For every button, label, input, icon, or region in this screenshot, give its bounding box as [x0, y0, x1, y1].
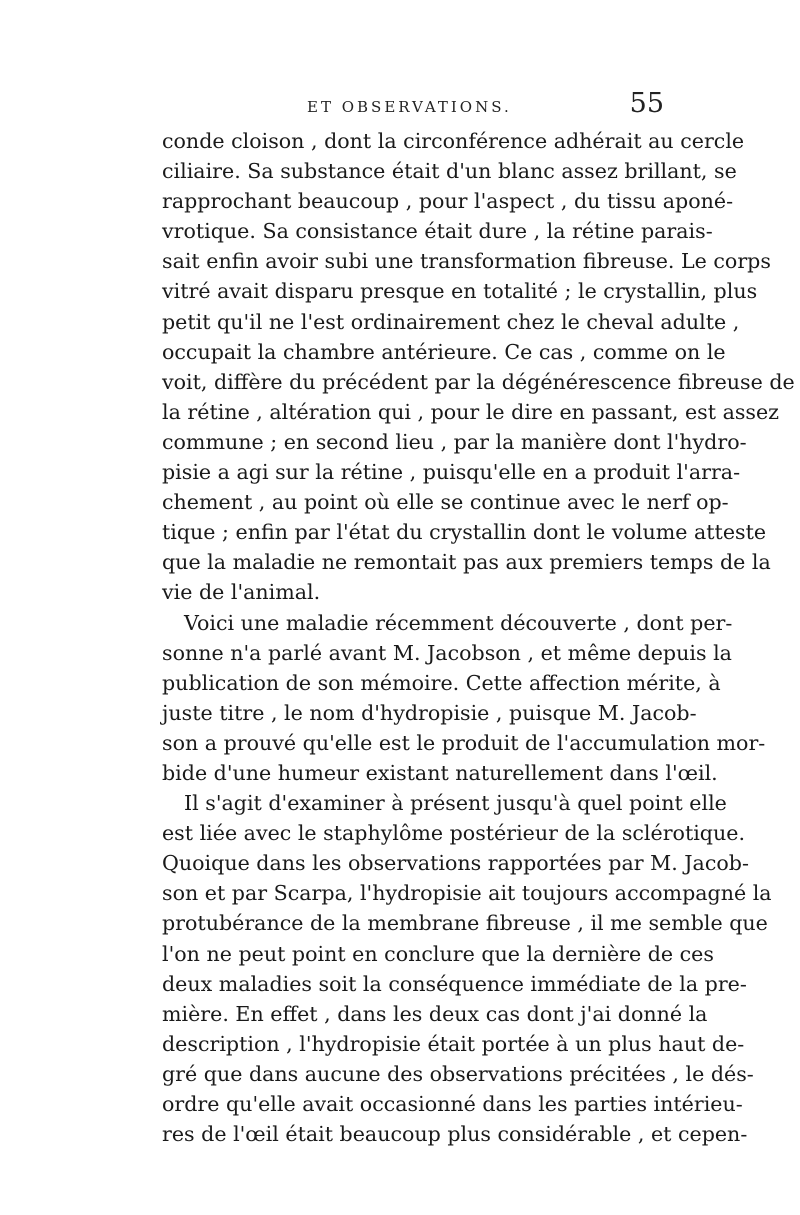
text-line: chement , au point où elle se continue avec le nerf op-: [162, 490, 729, 515]
text-line: Quoique dans les observations rapportées par M. Jacob-: [162, 851, 749, 876]
text-line: rapprochant beaucoup , pour l'aspect , du tissu aponé-: [162, 189, 734, 214]
text-line: pisie a agi sur la rétine , puisqu'elle en a produit l'arra-: [162, 460, 741, 485]
text-line: vie de l'animal.: [162, 580, 321, 605]
text-line: la rétine , altération qui , pour le dire en passant, est assez: [162, 399, 780, 424]
text-line: vrotique. Sa consistance était dure , la rétine parais-: [162, 219, 713, 244]
text-line: description , l'hydropisie était portée à un plus haut de-: [162, 1031, 745, 1056]
text-line: conde cloison , dont la circonférence adhérait au cercle: [162, 129, 745, 153]
text-line: tique ; enfin par l'état du crystallin dont le volume atteste: [162, 520, 767, 545]
running-head-title: ET OBSERVATIONS.: [307, 98, 512, 116]
text-line: publication de son mémoire. Cette affection mérite, à: [162, 670, 721, 695]
text-line: ciliaire. Sa substance était d'un blanc assez brillant, se: [162, 159, 737, 184]
text-line: l'on ne peut point en conclure que la dernière de ces: [162, 941, 714, 966]
text-line: ordre qu'elle avait occasionné dans les parties intérieu-: [162, 1092, 743, 1116]
text-line: sait enfin avoir subi une transformation fibreuse. Le corps: [162, 249, 771, 274]
text-line: res de l'œil était beaucoup plus considérable , et cepen-: [162, 1122, 748, 1147]
text-line: son et par Scarpa, l'hydropisie ait toujours accompagné la: [162, 881, 772, 906]
page-number: 55: [629, 88, 664, 119]
paragraph-first-line: Il s'agit d'examiner à présent jusqu'à quel point elle: [184, 791, 727, 816]
text-line: petit qu'il ne l'est ordinairement chez le cheval adulte ,: [162, 309, 740, 334]
text-line: juste titre , le nom d'hydropisie , puisque M. Jacob-: [162, 700, 697, 725]
text-line: protubérance de la membrane fibreuse , il me semble que: [162, 911, 768, 936]
text-line: voit, diffère du précédent par la dégénérescence fibreuse de: [162, 369, 795, 394]
text-line: gré que dans aucune des observations précitées , le dés-: [162, 1061, 754, 1086]
text-line: que la maladie ne remontait pas aux premiers temps de la: [162, 550, 771, 575]
text-line: vitré avait disparu presque en totalité ; le crystallin, plus: [162, 279, 758, 304]
text-line: est liée avec le staphylôme postérieur de la sclérotique.: [162, 821, 745, 846]
text-line: bide d'une humeur existant naturellement dans l'œil.: [162, 760, 718, 785]
running-head: [162, 88, 664, 128]
text-line: commune ; en second lieu , par la manière dont l'hydro-: [162, 429, 747, 454]
body-text: [162, 126, 795, 1149]
text-line: sonne n'a parlé avant M. Jacobson , et même depuis la: [162, 640, 732, 665]
text-line: deux maladies soit la conséquence immédiate de la pre-: [162, 971, 747, 996]
paragraph-first-line: Voici une maladie récemment découverte , dont per-: [184, 610, 733, 635]
text-line: occupait la chambre antérieure. Ce cas , comme on le: [162, 339, 726, 364]
text-line: son a prouvé qu'elle est le produit de l'accumulation mor-: [162, 730, 766, 755]
text-line: mière. En effet , dans les deux cas dont j'ai donné la: [162, 1001, 708, 1026]
